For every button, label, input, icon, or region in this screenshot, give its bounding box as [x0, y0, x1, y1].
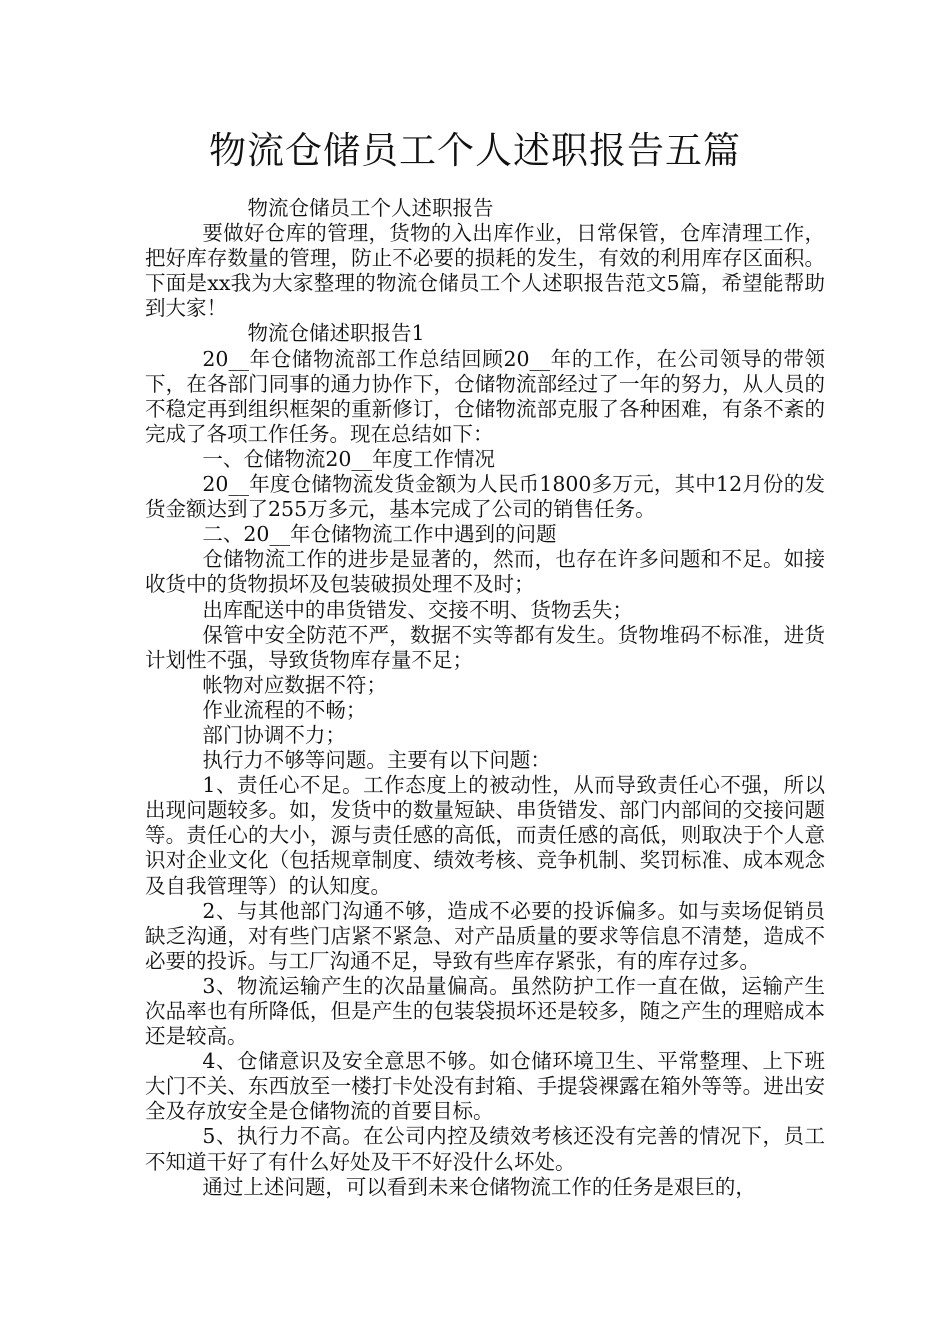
paragraph-subtitle: 物流仓储员工个人述职报告 — [247, 196, 494, 220]
paragraph: 通过上述问题，可以看到未来仓储物流工作的任务是艰巨的， — [202, 1174, 756, 1199]
list-item-paragraph: 4、仓储意识及安全意思不够。如仓储环境卫生、平常整理、上下班大门不关、东西放至一楼打卡处没有封箱、手提袋裸露在箱外等等。进出安全及存放安全是仓储物流的首要目标。 — [145, 1049, 825, 1124]
paragraph: 保管中安全防范不严，数据不实等都有发生。货物堆码不标准，进货计划性不强，导致货物库存量不足； — [145, 622, 825, 672]
paragraph: 出库配送中的串货错发、交接不明、货物丢失； — [202, 597, 633, 622]
paragraph: 部门协调不力； — [202, 722, 346, 747]
paragraph: 20__年仓储物流部工作总结回顾20__年的工作，在公司领导的带领下，在各部门同事的通力协作下，仓储物流部经过了一年的努力，从人员的不稳定再到组织框架的重新修订，仓储物流部克服了各种困难，有条不紊的完成了各项工作任务。现在总结如下： — [145, 346, 825, 446]
paragraph: 帐物对应数据不符； — [202, 672, 387, 697]
document-title: 物流仓储员工个人述职报告五篇 — [209, 129, 741, 172]
paragraph: 执行力不够等问题。主要有以下问题： — [202, 748, 551, 773]
list-item-paragraph: 3、物流运输产生的次品量偏高。虽然防护工作一直在做，运输产生次品率也有所降低，但是产生的包装袋损坏还是较多，随之产生的理赔成本还是较高。 — [145, 973, 825, 1049]
document-body — [145, 196, 825, 1200]
list-item-paragraph: 2、与其他部门沟通不够，造成不必要的投诉偏多。如与卖场促销员缺乏沟通，对有些门店紧不紧急、对产品质量的要求等信息不清楚，造成不必要的投诉。与工厂沟通不足，导致有些库存紧张，有的库存过多。 — [145, 898, 825, 973]
paragraph: 仓储物流工作的进步是显著的，然而，也存在许多问题和不足。如接收货中的货物损坏及包装破损处理不及时； — [145, 547, 825, 597]
list-item-paragraph: 1、责任心不足。工作态度上的被动性，从而导致责任心不强，所以出现问题较多。如，发货中的数量短缺、串货错发、部门内部间的交接问题等。责任心的大小，源与责任感的高低，而责任感的高低，则取决于个人意识对企业文化（包括规章制度、绩效考核、竞争机制、奖罚标准、成本观念及自我管理等）的认知度。 — [145, 773, 825, 898]
list-item-paragraph: 5、执行力不高。在公司内控及绩效考核还没有完善的情况下，员工不知道干好了有什么好处及干不好没什么坏处。 — [145, 1124, 825, 1174]
section-heading: 一、仓储物流20__年度工作情况 — [202, 446, 495, 471]
paragraph-report-heading: 物流仓储述职报告1 — [247, 321, 425, 346]
paragraph: 作业流程的不畅； — [202, 697, 367, 722]
section-heading: 二、20__年仓储物流工作中遇到的问题 — [202, 522, 557, 547]
paragraph: 20__年度仓储物流发货金额为人民币1800多万元，其中12月份的发货金额达到了255万多元，基本完成了公司的销售任务。 — [145, 472, 825, 522]
paragraph-intro: 要做好仓库的管理，货物的入出库作业，日常保管，仓库清理工作，把好库存数量的管理，防止不必要的损耗的发生，有效的利用库存区面积。下面是xx我为大家整理的物流仓储员工个人述职报告范文5篇，希望能帮助到大家！ — [145, 221, 825, 321]
